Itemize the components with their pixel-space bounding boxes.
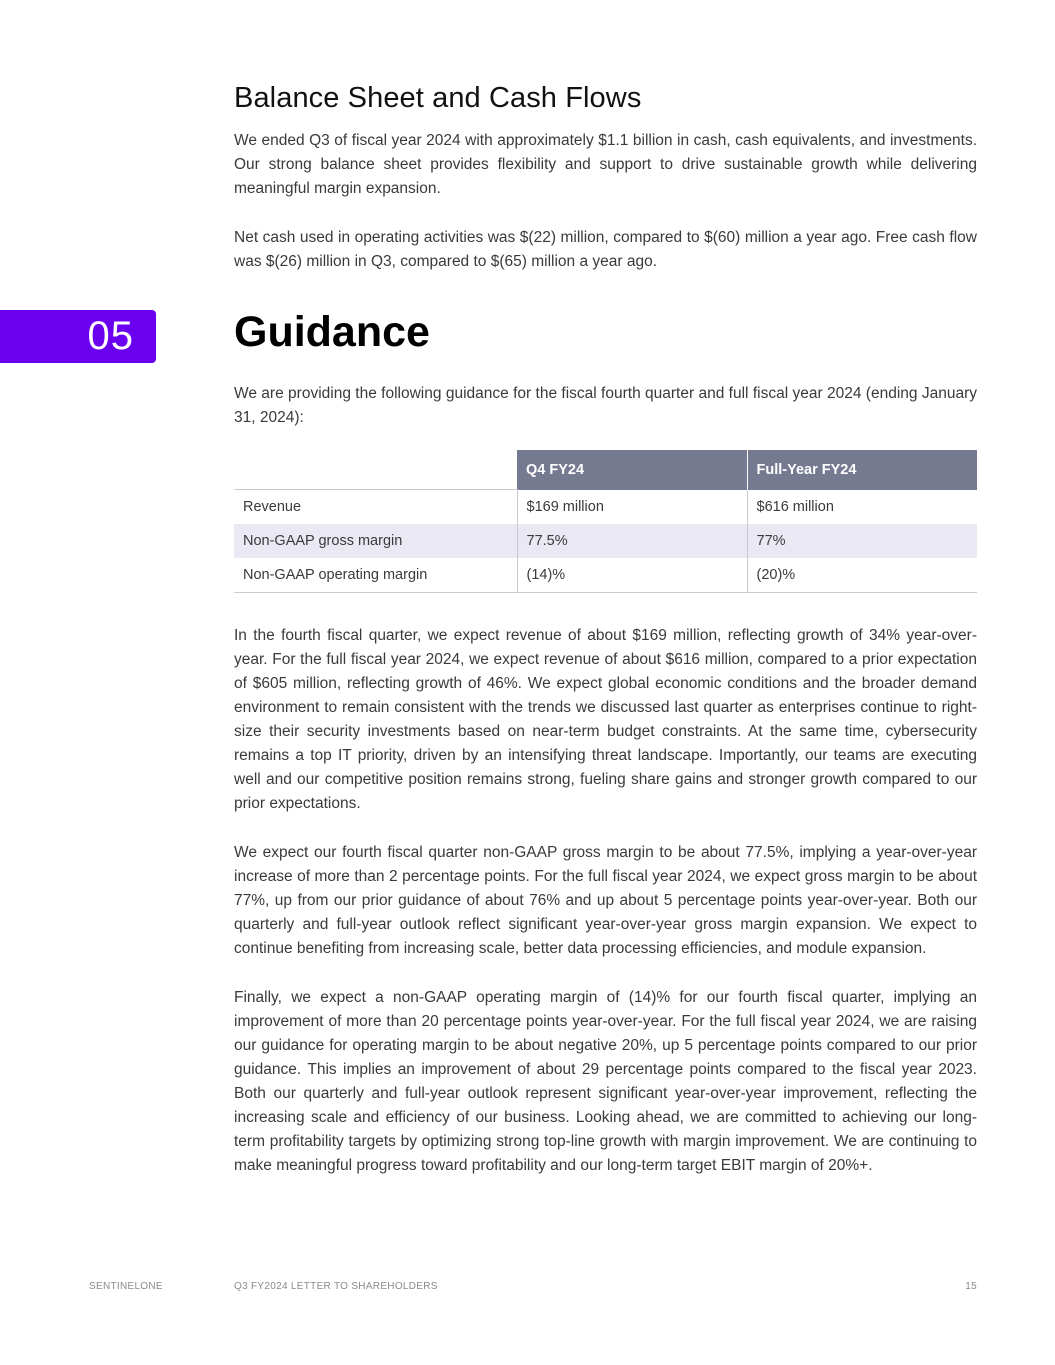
table-header-empty	[234, 450, 517, 490]
table-cell-full-year: (20)%	[747, 558, 977, 593]
guidance-table	[234, 450, 977, 593]
table-cell-full-year: $616 million	[747, 490, 977, 525]
guidance-gross-margin-paragraph: We expect our fourth fiscal quarter non-GAAP gross margin to be about 77.5%, implying a year-over-year increase of more than 2 percentage points. For the full fiscal year 2024, we expect gross margin to be about 77%, up from our prior guidance of about 76% and up about 5 percentage points year-over-year. Both our quarterly and full-year outlook reflect significant year-over-year gross margin expansion. We expect to continue benefiting from increasing scale, better data processing efficiencies, and module expansion.	[234, 844, 977, 957]
table-cell-full-year: 77%	[747, 524, 977, 558]
guidance-heading: Guidance	[234, 308, 430, 356]
section-number: 05	[87, 314, 134, 358]
table-cell-metric: Non-GAAP operating margin	[234, 558, 517, 593]
balance-sheet-paragraph-1: We ended Q3 of fiscal year 2024 with approximately $1.1 billion in cash, cash equivalents, and investments. Our strong balance sheet provides flexibility and support to drive sustainable growth while delivering meaningful margin expansion.	[234, 132, 977, 197]
section-number-badge	[0, 310, 156, 363]
guidance-revenue-paragraph: In the fourth fiscal quarter, we expect revenue of about $169 million, reflecting growth of 34% year-over-year. For the full fiscal year 2024, we expect revenue of about $616 million, compared to a prior expectation of $605 million, reflecting growth of 46%. We expect global economic conditions and the broader demand environment to remain consistent with the trends we discussed last quarter as enterprises continue to right-size their security investments based on near-term budget constraints. At the same time, cybersecurity remains a top IT priority, driven by an intensifying threat landscape. Importantly, our teams are executing well and our competitive position remains strong, fueling share gains and stronger growth compared to our prior expectations.	[234, 627, 977, 812]
table-cell-q4: 77.5%	[517, 524, 747, 558]
balance-sheet-heading: Balance Sheet and Cash Flows	[234, 82, 642, 114]
table-header-q4: Q4 FY24	[517, 450, 747, 490]
table-cell-q4: (14)%	[517, 558, 747, 593]
guidance-operating-margin-paragraph: Finally, we expect a non-GAAP operating margin of (14)% for our fourth fiscal quarter, implying an improvement of more than 20 percentage points year-over-year. For the full fiscal year 2024, we are raising our guidance for operating margin to be about negative 20%, up 5 percentage points compared to our prior guidance. This implies an improvement of about 29 percentage points compared to the fiscal year 2023. Both our quarterly and full-year outlook represent significant year-over-year improvement, reflecting the increasing scale and efficiency of our business. Looking ahead, we are committed to achieving our long-term profitability targets by optimizing strong top-line growth with margin improvement. We are continuing to make meaningful progress toward profitability and our long-term target EBIT margin of 20%+.	[234, 989, 977, 1174]
footer-company: SENTINELONE	[89, 1281, 163, 1292]
footer-document-title: Q3 FY2024 LETTER TO SHAREHOLDERS	[234, 1281, 438, 1292]
table-row	[234, 490, 977, 525]
table-cell-q4: $169 million	[517, 490, 747, 525]
table-header-row	[234, 450, 977, 490]
footer-page-number: 15	[965, 1281, 977, 1292]
balance-sheet-paragraph-2: Net cash used in operating activities was $(22) million, compared to $(60) million a year ago. Free cash flow was $(26) million in Q3, compared to $(65) million a year ago.	[234, 229, 977, 270]
table-cell-metric: Non-GAAP gross margin	[234, 524, 517, 558]
guidance-intro: We are providing the following guidance for the fiscal fourth quarter and full fiscal year 2024 (ending January 31, 2024):	[234, 385, 977, 426]
table-cell-metric: Revenue	[243, 499, 302, 515]
table-row	[234, 558, 977, 593]
table-row	[234, 524, 977, 558]
table-header-full-year: Full-Year FY24	[747, 450, 977, 490]
